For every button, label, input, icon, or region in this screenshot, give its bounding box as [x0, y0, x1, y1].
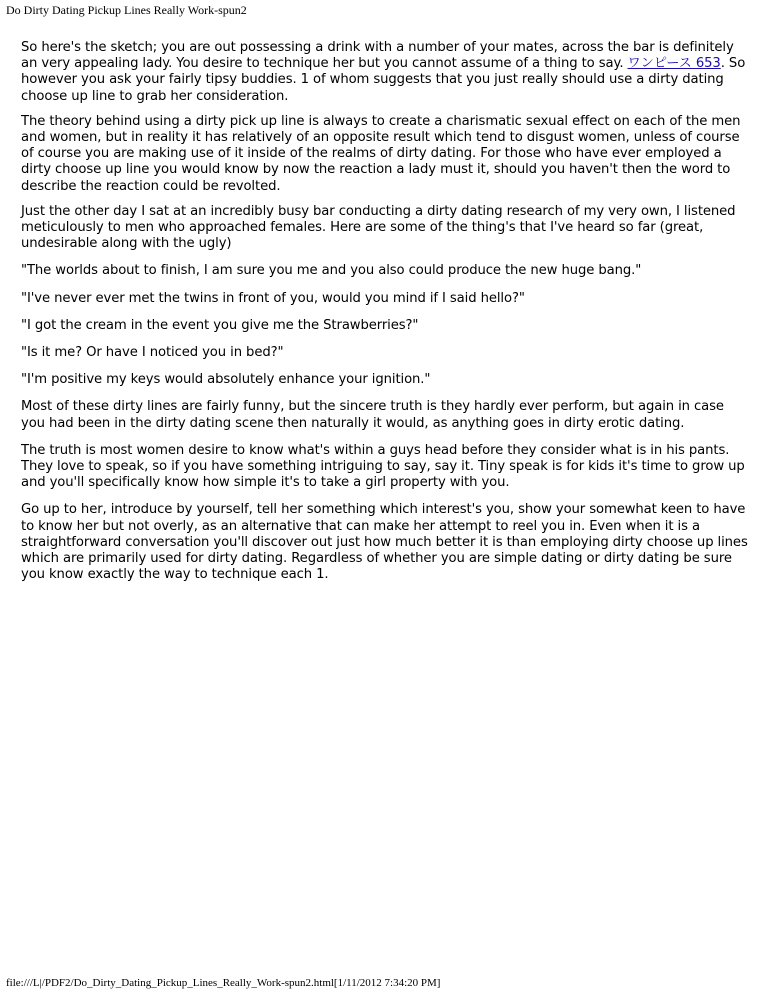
paragraph-funny-lines: Most of these dirty lines are fairly funny, but the sincere truth is they hardly ever perform, but again in case you had been in the dirty dating scene then naturally it would, as anything goes in dirty erotic dating. — [21, 399, 724, 431]
paragraph-approach: Go up to her, introduce by yourself, tell her something which interest's you, show your somewhat keen to have to know her but not overly, as an alternative that can make her attempt to reel you in. Even when it is a straightforward conversation you'll discover out just how much better it is than employing dirty choose up lines which are primarily used for dirty dating. Regardless of whether you are simple dating or dirty dating be sure you know exactly the way to technique each 1. — [21, 502, 748, 583]
paragraph-intro-text-start: So here's the sketch; you are out possessing a drink with a number of your mates, across the bar is definitely an very appealing lady. You desire to technique her but you cannot assume of a thing to say. — [21, 40, 734, 72]
paragraph-theory: The theory behind using a dirty pick up line is always to create a charismatic sexual effect on each of the men and women, but in reality it has relatively of an opposite result which tend to disgust women, unless of course of course you are making use of it inside of the realms of dirty dating. For those who have ever employed a dirty choose up line you would know by now the reaction a lady must it, should you haven't then the word to describe the reaction could be revolted. — [21, 113, 741, 194]
paragraph-research: Just the other day I sat at an incredibly busy bar conducting a dirty dating research of my very own, I listened meticulously to men who approached females. Here are some of the thing's that I've heard so far (great, undesirable along with the ugly) — [21, 203, 736, 252]
page-footer-path: file:///L|/PDF2/Do_Dirty_Dating_Pickup_Lines_Really_Work-spun2.html[1/11/2012 7:34:20 PM] — [6, 977, 441, 989]
quote-line-5: "I'm positive my keys would absolutely enhance your ignition." — [21, 372, 431, 388]
article-body — [21, 40, 749, 592]
quote-line-3: "I got the cream in the event you give me the Strawberries?" — [21, 317, 419, 333]
quote-line-4: "Is it me? Or have I noticed you in bed?" — [21, 345, 284, 361]
page-header-title: Do Dirty Dating Pickup Lines Really Work-spun2 — [6, 3, 247, 17]
paragraph-intro — [21, 40, 749, 105]
paragraph-intro-text-end: . So however you ask your fairly tipsy buddies. 1 of whom suggests that you just really should use a dirty dating choose up line to grab her consideration. — [21, 56, 746, 104]
paragraph-truth: The truth is most women desire to know what's within a guys head before they consider what is in his pants. They love to speak, so if you have something intriguing to say, say it. Tiny speak is for kids it's time to grow up and you'll specifically know how simple it's to take a girl property with you. — [21, 442, 745, 491]
quote-line-1: "The worlds about to finish, I am sure you me and you also could produce the new huge bang." — [21, 263, 642, 279]
onepiece-653-link[interactable]: ワンピース 653 — [627, 56, 721, 72]
quote-line-2: "I've never ever met the twins in front of you, would you mind if I said hello?" — [21, 290, 525, 306]
